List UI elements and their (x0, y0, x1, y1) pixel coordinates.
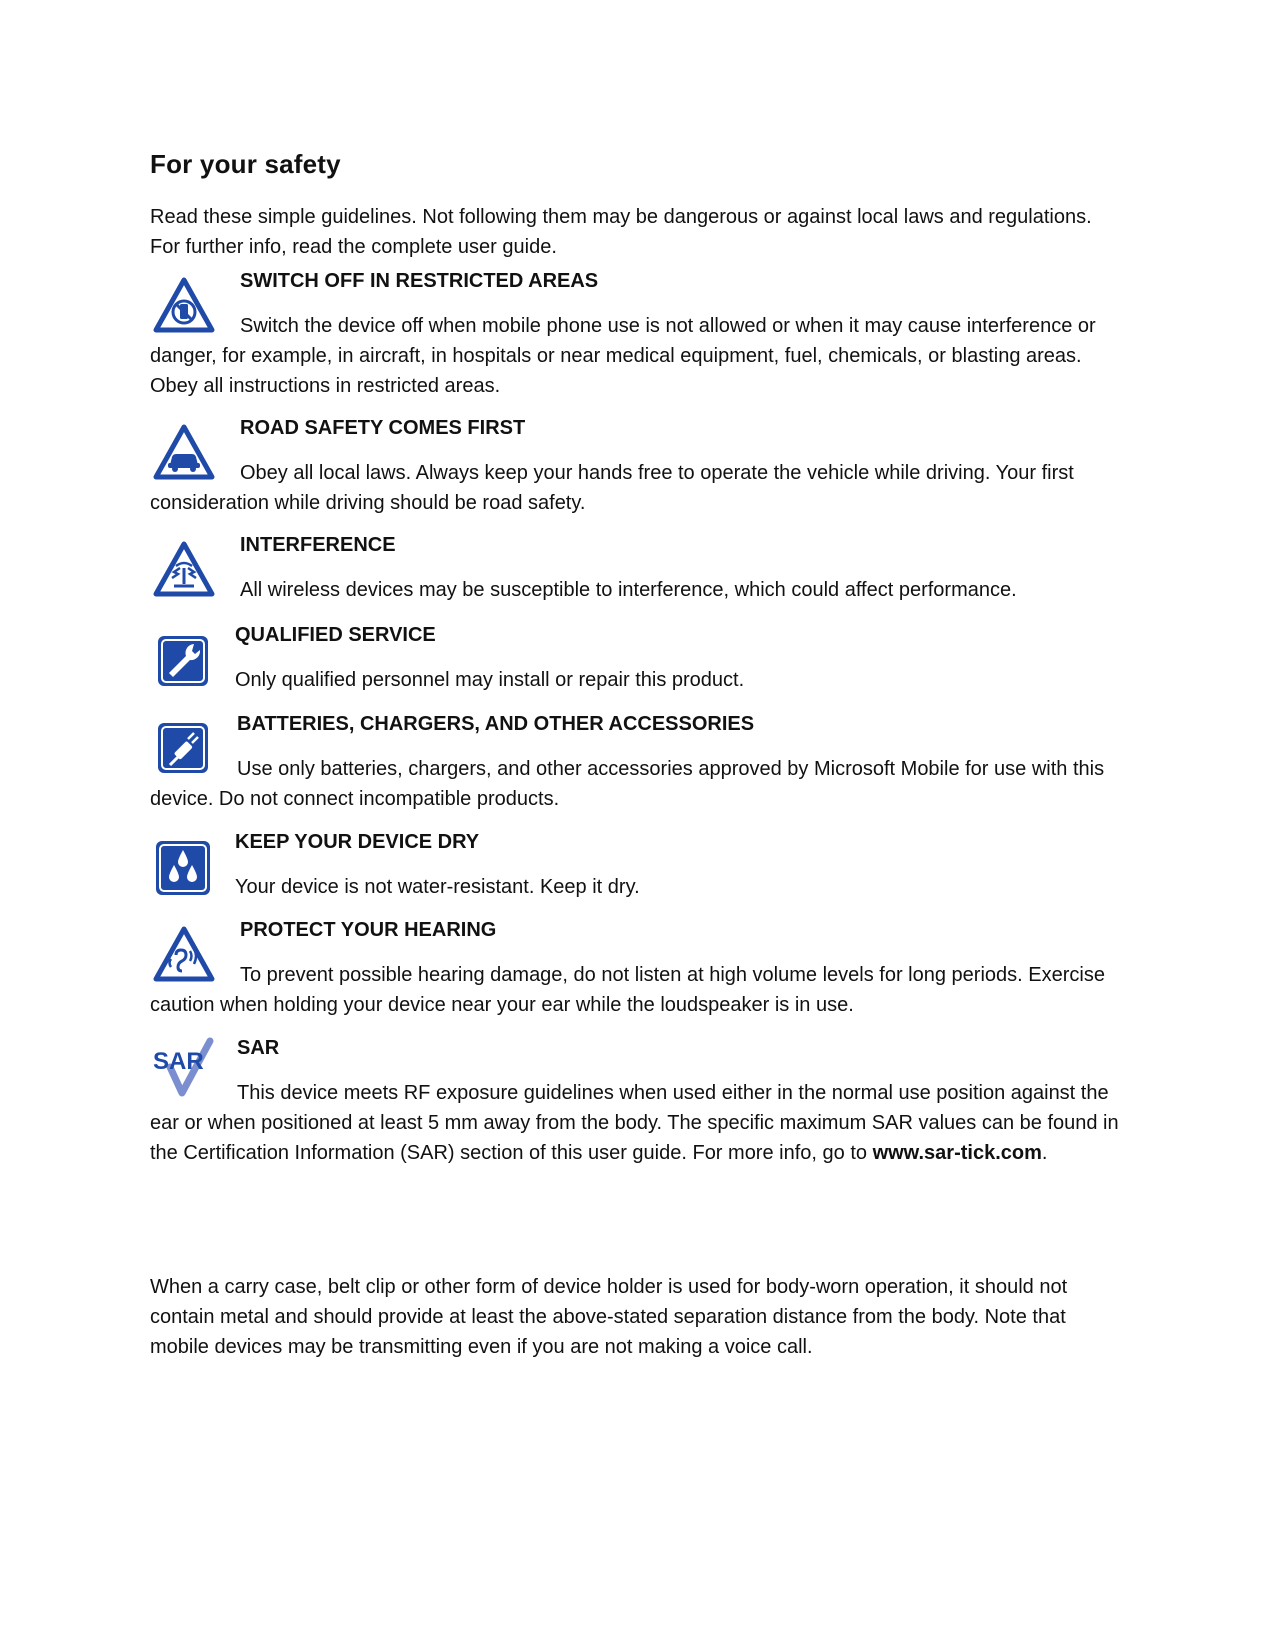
sar-tick-link[interactable]: www.sar-tick.com (872, 1142, 1042, 1164)
section-heading: SWITCH OFF IN RESTRICTED AREAS (240, 270, 599, 292)
keep-dry-icon (152, 835, 216, 899)
section-body: To prevent possible hearing damage, do not listen at high volume levels for long periods. Exercise caution when holding your device near your ear while the loudspeaker is in use. (150, 964, 1105, 1016)
interference-icon (152, 538, 216, 602)
hearing-icon (152, 923, 216, 987)
closing-paragraph: When a carry case, belt clip or other form of device holder is used for body-worn operation, it should not contain metal and should provide at least the above-stated separation distance from the body. Note that mobile devices may be transmitting even if you are not making a voice call. (150, 1276, 1068, 1358)
section-body: All wireless devices may be susceptible to interference, which could affect performance. (240, 579, 1017, 601)
intro-paragraph: Read these simple guidelines. Not following them may be dangerous or against local laws and regulations. For further info, read the complete user guide. (150, 206, 1092, 258)
section-road-safety (150, 413, 1130, 518)
section-body: Only qualified personnel may install or repair this product. (235, 669, 745, 691)
section-heading: QUALIFIED SERVICE (235, 624, 436, 646)
section-qualified-service (150, 620, 1130, 695)
section-heading: KEEP YOUR DEVICE DRY (235, 831, 480, 853)
section-heading: INTERFERENCE (240, 534, 396, 556)
qualified-service-icon (152, 628, 216, 692)
section-heading: PROTECT YOUR HEARING (240, 919, 497, 941)
section-heading: ROAD SAFETY COMES FIRST (240, 417, 526, 439)
section-body: Use only batteries, chargers, and other accessories approved by Microsoft Mobile for use with this device. Do not connect incompatible products. (150, 758, 1105, 810)
section-restricted-areas (150, 266, 1130, 401)
batteries-chargers-icon (152, 717, 216, 781)
page-title: For your safety (150, 149, 341, 179)
sar-body-end: . (1041, 1142, 1048, 1164)
section-body: Your device is not water-resistant. Keep it dry. (235, 876, 640, 898)
road-safety-icon (152, 421, 216, 485)
sar-icon (152, 1035, 216, 1099)
section-sar (150, 1033, 1130, 1168)
section-body: Obey all local laws. Always keep your hands free to operate the vehicle while driving. Your first consideration while driving should be road safety. (150, 462, 1074, 514)
sar-logo-text: SAR (153, 1048, 204, 1075)
section-hearing (150, 915, 1130, 1020)
section-heading: BATTERIES, CHARGERS, AND OTHER ACCESSORIES (237, 713, 755, 735)
section-body (150, 1033, 1120, 1168)
section-heading: SAR (237, 1037, 280, 1059)
section-body: Switch the device off when mobile phone use is not allowed or when it may cause interference or danger, for example, in aircraft, in hospitals or near medical equipment, fuel, chemicals, or blasting areas. Obey all instructions in restricted areas. (150, 315, 1096, 397)
section-keep-dry (150, 827, 1130, 902)
sar-body-text: This device meets RF exposure guidelines when used either in the normal use position against the ear or when positioned at least 5 mm away from the body. The specific maximum SAR values can be found in the Certification Information (SAR) section of this user guide. For more info, go to (150, 1082, 1119, 1164)
restricted-areas-icon (152, 274, 216, 338)
section-interference (150, 530, 1130, 605)
section-batteries (150, 709, 1130, 814)
